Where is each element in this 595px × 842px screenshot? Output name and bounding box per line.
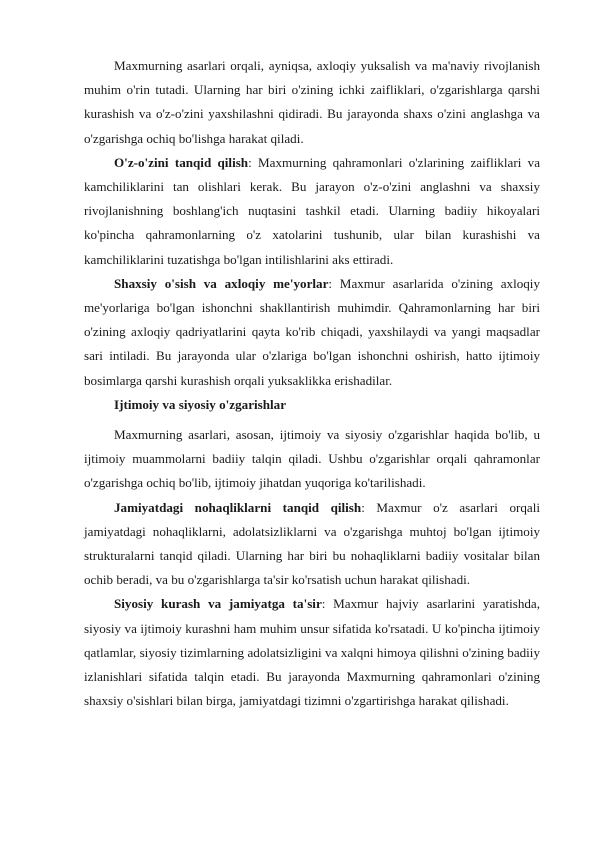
paragraph-intro xyxy=(84,54,540,151)
paragraph-self-critique xyxy=(84,151,540,272)
paragraph-injustice-critique-text: : Maxmur o'z asarlari orqali jamiyatdagi nohaqliklarni, adolatsizliklarni va o'zgarishga muhtoj bo'lgan ijtimoiy strukturalarni tanqid qiladi. Ularning har biri bu nohaqliklarni badiiy vositalar bilan ochib beradi, va bu o'zgarishlarga ta'sir ko'rsatish uchun harakat qilishadi. xyxy=(84,499,540,588)
paragraph-social-intro-text: Maxmurning asarlari, asosan, ijtimoiy va siyosiy o'zgarishlar haqida bo'lib, u ijtimoiy muammolarni badiiy talqin qiladi. Ushbu o'zgarishlar orqali qahramonlar o'zgarishga ochiq bo'lib, ijtimoiy jihatdan yuqoriga ko'tarilishadi. xyxy=(84,427,540,491)
paragraph-political-struggle xyxy=(84,592,540,713)
paragraph-injustice-critique-lead: Jamiyatdagi nohaqliklarni tanqid qilish xyxy=(114,499,362,515)
paragraph-self-critique-text: : Maxmurning qahramonlari o'zlarining zaifliklari va kamchiliklarini tan olishlari kerak. Bu jarayon o'z-o'zini anglashni va shaxsiy rivojlanishning boshlang'ich nuqtasini tashkil etadi. Ularning badiiy hikoyalari ko'pincha qahramonlarning o'z xatolarini tushunib, ular bilan kurashishi va kamchiliklarini tuzatishga bo'lgan intilishlarini aks ettiradi. xyxy=(84,154,541,267)
paragraph-injustice-critique xyxy=(84,496,540,593)
paragraph-intro-text: Maxmurning asarlari orqali, ayniqsa, axloqiy yuksalish va ma'naviy rivojlanish muhim o'rin tutadi. Ularning har biri o'zining ichki zaifliklari, o'zgarishlarga qarshi kurashish va o'z-o'zini yaxshilashni qidiradi. Bu jarayonda shaxs o'zini anglashga va o'zgarishga ochiq bo'lishga harakat qiladi. xyxy=(84,58,540,146)
paragraph-personal-growth xyxy=(84,272,540,393)
paragraph-social-intro xyxy=(84,423,540,496)
paragraph-personal-growth-lead: Shaxsiy o'sish va axloqiy me'yorlar xyxy=(114,275,329,291)
document-page xyxy=(84,54,540,713)
paragraph-political-struggle-text: : Maxmur hajviy asarlarini yaratishda, siyosiy va ijtimoiy kurashni ham muhim unsur sifatida ko'rsatadi. U ko'pincha ijtimoiy qatlamlar, siyosiy tizimlarning adolatsizligini va xalqni himoya qilishni o'zining badiiy izlanishlari sifatida talqin etadi. Bu jarayonda Maxmurning qahramonlari o'zining shaxsiy o'sishlari bilan birga, jamiyatdagi tizimni o'zgartirishga harakat qilishadi. xyxy=(84,596,540,709)
paragraph-personal-growth-text: : Maxmur asarlarida o'zining axloqiy me'yorlariga bo'lgan ishonchni shakllantirish muhimdir. Qahramonlarning har biri o'zining axloqiy qadriyatlarini qayta ko'rib chiqadi, yaxshilaydi va yangi maqsadlar sari intiladi. Bu jarayonda ular o'zlariga bo'lgan ishonchni oshirish, hatto ijtimoiy bosimlarga qarshi kurashish orqali yuksaklikka erishadilar. xyxy=(84,275,540,388)
section-heading: Ijtimoiy va siyosiy o'zgarishlar xyxy=(114,396,287,412)
paragraph-political-struggle-lead: Siyosiy kurash va jamiyatga ta'sir xyxy=(114,596,322,612)
paragraph-self-critique-lead: O'z-o'zini tanqid qilish xyxy=(114,154,249,170)
